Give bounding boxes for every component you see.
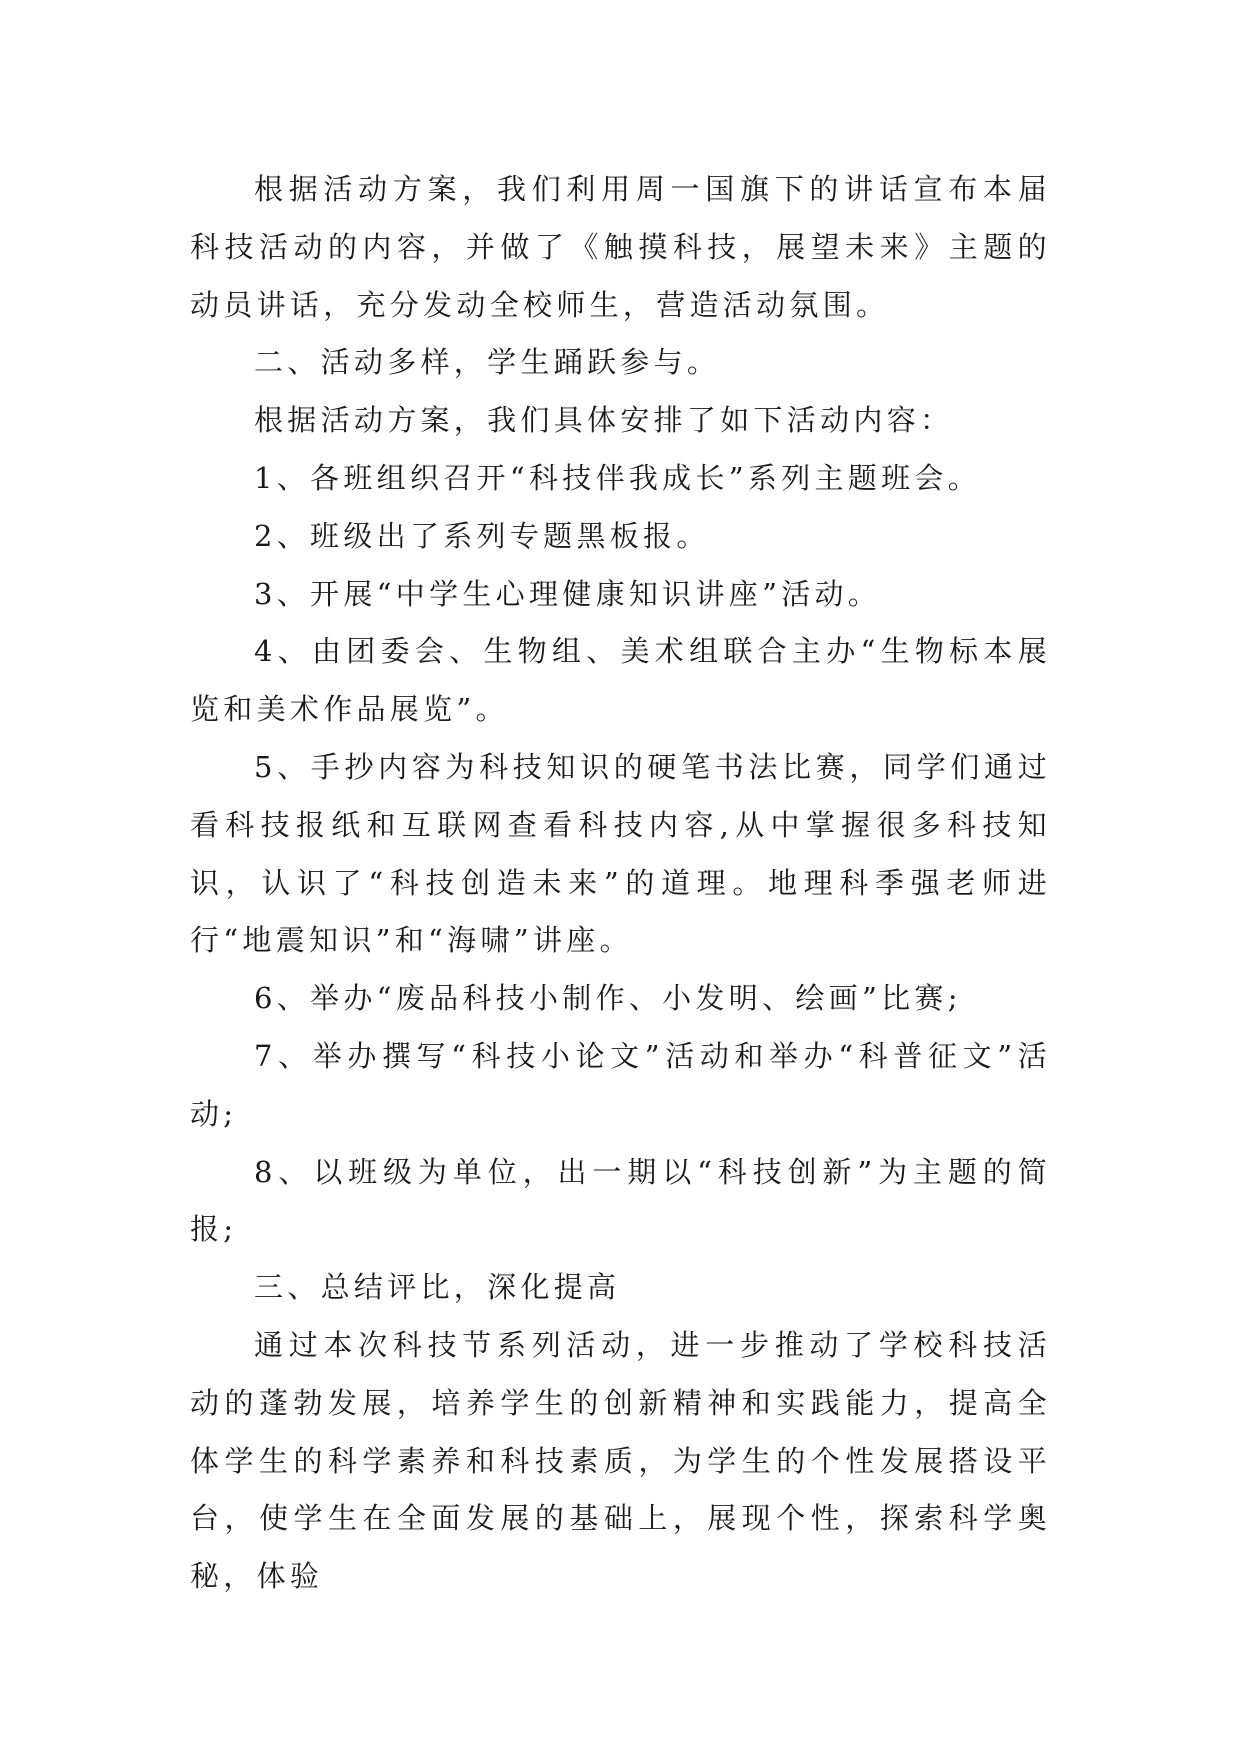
- section-heading-2: 二、活动多样，学生踊跃参与。: [254, 345, 721, 380]
- list-item-4: 4、由团委会、生物组、美术组联合主办“生物标本展览和美术作品展览”。: [190, 634, 1051, 727]
- section-heading-3: 三、总结评比，深化提高: [254, 1270, 621, 1305]
- paragraph-summary: 通过本次科技节系列活动，进一步推动了学校科技活动的蓬勃发展，培养学生的创新精神和实践能力，提高全体学生的科学素养和科技素质，为学生的个性发展搭设平台，使学生在全面发展的基础上，展现个性，探索科学奥秘，体验: [190, 1327, 1051, 1594]
- list-item-8: 8、以班级为单位，出一期以“科技创新”为主题的简报;: [190, 1154, 1051, 1247]
- list-item-2: 2、班级出了系列专题黑板报。: [254, 518, 710, 553]
- document-body: [190, 161, 1051, 1606]
- list-item-1: 1、各班组织召开“科技伴我成长”系列主题班会。: [254, 460, 982, 495]
- list-item-3: 3、开展“中学生心理健康知识讲座”活动。: [254, 576, 882, 611]
- list-item-5: 5、手抄内容为科技知识的硬笔书法比赛，同学们通过看科技报纸和互联网查看科技内容,从中掌握很多科技知识，认识了“科技创造未来”的道理。地理科季强老师进行“地震知识”和“海啸”讲座。: [190, 749, 1051, 958]
- list-item-7: 7、举办撰写“科技小论文”活动和举办“科普征文”活动;: [190, 1038, 1051, 1131]
- list-item-6: 6、举办“废品科技小制作、小发明、绘画”比赛;: [254, 981, 962, 1016]
- paragraph-intro: 根据活动方案，我们利用周一国旗下的讲话宣布本届科技活动的内容，并做了《触摸科技，展望未来》主题的动员讲话，充分发动全校师生，营造活动氛围。: [190, 172, 1051, 322]
- paragraph-plan: 根据活动方案，我们具体安排了如下活动内容：: [254, 403, 954, 438]
